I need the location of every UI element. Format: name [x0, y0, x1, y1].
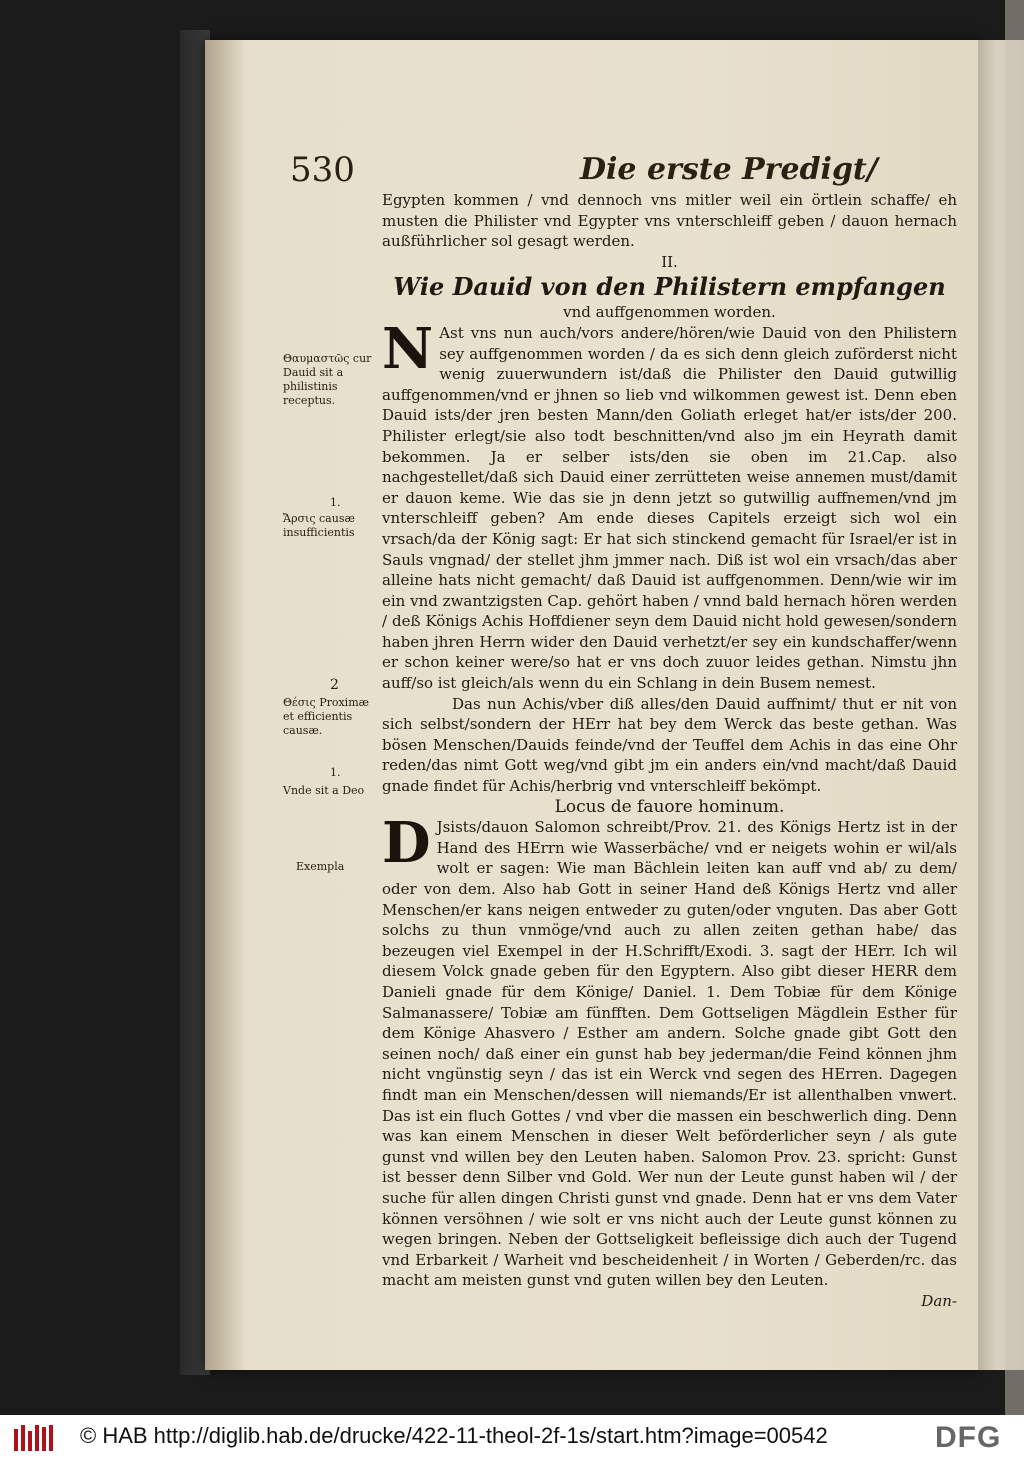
intro-paragraph: Egypten kommen / vnd dennoch vns mitler weil ein örtlein schaffe/ eh musten die Philister vnd Egypter vns vnterschleiff geben / dauon hernach außführlicher sol gesagt werden.: [382, 191, 957, 251]
paragraph-2: Das nun Achis/vber diß alles/den Dauid auffnimt/ thut er nit von sich selbst/sondern der HErr hat bey dem Werck das beste gethan. Was bösen Menschen/Dauids feinde/vnd der Teuffel dem Achis in das eine Ohr reden/das nimt Gott weg/vnd gibt jm ein anders ein/vnd macht/daß Dauid gnade findet für Achis/herbrig vnd vnterschleiff bekömpt.: [382, 694, 957, 796]
drop-cap: N: [382, 315, 434, 382]
margin-note: Θαυμαστῶς cur Dauid sit a philistinis receptus.: [283, 352, 372, 407]
catchword: Dan-: [921, 1291, 957, 1310]
paragraph-3-text: Jsists/dauon Salomon schreibt/Prov. 21. des Königs Hertz ist in der Hand des HErrn wie Wasserbäche/ vnd er neigets wohin er wil/als wolt er sagen: Wie man Bächlein leiten kan auff vnd ab/ zu dem/ oder von dem. Also hab Gott in seiner Hand deß Königs Hertz vnd aller Menschen/er kans neigen entweder zu guten/oder vnguten. Das aber Gott solchs zu thun vnmöge/vnd auch zu allen zeiten gethan habe/ das bezeugen viel Exempel in der H.Schrifft/Exodi. 3. sagt der HErr. Ich wil diesem Volck gnade geben für den Egyptern. Also gibt dieser HERR dem Danieli gnade für dem Könige/ Daniel. 1. Dem Tobiæ für dem Könige Salmanassere/ Tobiæ am fünfften. Dem Gottseligen Mägdlein Esther für dem Könige Ahasvero / Esther am andern. Solche gnade gibt Gott den seinen noch/ daß einer ein gunst hab bey jederman/die Feind können jhm nicht vngünstig seyn / das ist ein Werck vnd segen des HErren. Dagegen findt man ein Menschen/dessen will niemands/Er ist allenthalben vnwert. Das ist ein fluch Gottes / vnd vber die massen ein beschwerlich ding. Denn was kan einem Menschen in dieser Welt beförderlicher seyn / als gute gunst vnd willen bey den Leuten haben. Salomon Prov. 23. spricht: Gunst ist besser denn Silber vnd Gold. Wer nun der Leute gunst haben wil / der suche für allen dingen Christi gunst vnd gnade. Denn hat er vns dem Vater können versöhnen / wie solt er vns nicht auch der Leute gunst können zu wegen bringen. Neben der Gottseligkeit befleissige dich auch der Tugend vnd Erbarkeit / Warheit vnd bescheidenheit / in Worten / Geberden/rc. das macht am meisten gunst vnd guten willen bey den Leuten.: [382, 818, 957, 1290]
margin-note: Exempla: [296, 860, 345, 873]
paragraph-1-text: Ast vns nun auch/vors andere/hören/wie Dauid von den Philistern sey auffgenommen worden / da es sich denn gleich zuförderst nicht wenig zuuerwundern ist/daß die Philister den Dauid gutwillig auffgenommen/vnd er jhnen so lieb vnd wilkommen gewest ist. Denn eben Dauid ists/der jren besten Mann/den Goliath erleget hat/er ists/der 200. Philister erlegt/sie also todt beschnitten/vnd also jm ein Heyrath damit bekommen. Ja er selber ists/den sie oben im 21.Cap. also nachgestellet/daß sich Dauid einer zerrütteten weise annemen must/damit er dauon keme. Wie das sie jn denn jetzt so gutwillig auffnemen/vnd jm vnterschleiff geben? Am ende dieses Capitels erzeigt sich wol ein vrsach/da der König sagt: Er hat sich stinckend gemacht für Israel/er ist in Sauls vngnad/ der stellet jhm jmmer nach. Diß ist wol ein vrsach/das aber alleine hats nicht gemacht/ daß Dauid ist auffgenommen. Denn/wie wir im ein vnd zwantzigsten Cap. gehört haben / vnnd bald hernach hören werden / deß Königs Achis Hoffdiener seyn dem Dauid nicht hold gewesen/sondern haben jhren Herrn wider den Dauid verhetzt/er sey ein kundschaffer/wenn er schon keiner were/so hat er vns doch zuuor leides gethan. Nimstu jhn auff/so ist gleich/als wenn du ein Schlang in dein Busem nemest.: [382, 323, 957, 693]
page-number: 530: [290, 150, 355, 190]
margin-note-number: 1.: [330, 496, 341, 509]
gutter-shadow: [205, 40, 245, 1370]
margin-note-number: 2: [330, 677, 339, 693]
source-url-text: © HAB http://diglib.hab.de/drucke/422-11-theol-2f-1s/start.htm?image=00542: [80, 1423, 828, 1448]
hab-logo-icon: [14, 1425, 58, 1451]
page-stack: [1005, 0, 1024, 1415]
margin-note: Ἄρσις causæ insufficientis: [283, 512, 355, 539]
section-title: Wie Dauid von den Philistern empfangen: [393, 272, 946, 302]
paragraph-3: [382, 810, 957, 1291]
paragraph-1: [382, 315, 957, 694]
section-subtitle: vnd auffgenommen worden.: [563, 303, 776, 322]
margin-note-number: 1.: [330, 766, 341, 779]
margin-note: Θέσις Proximæ et efficientis causæ.: [283, 696, 369, 737]
main-text: [382, 190, 957, 1311]
locus-heading: Locus de fauore hominum.: [554, 796, 785, 817]
margin-note: Vnde sit a Deo: [283, 784, 365, 797]
drop-cap: D: [382, 810, 431, 877]
dfg-logo: DFG: [935, 1421, 1002, 1454]
section-number: II.: [661, 252, 678, 271]
footer-bar: [0, 1415, 1024, 1459]
running-title: Die erste Predigt/: [580, 152, 878, 187]
